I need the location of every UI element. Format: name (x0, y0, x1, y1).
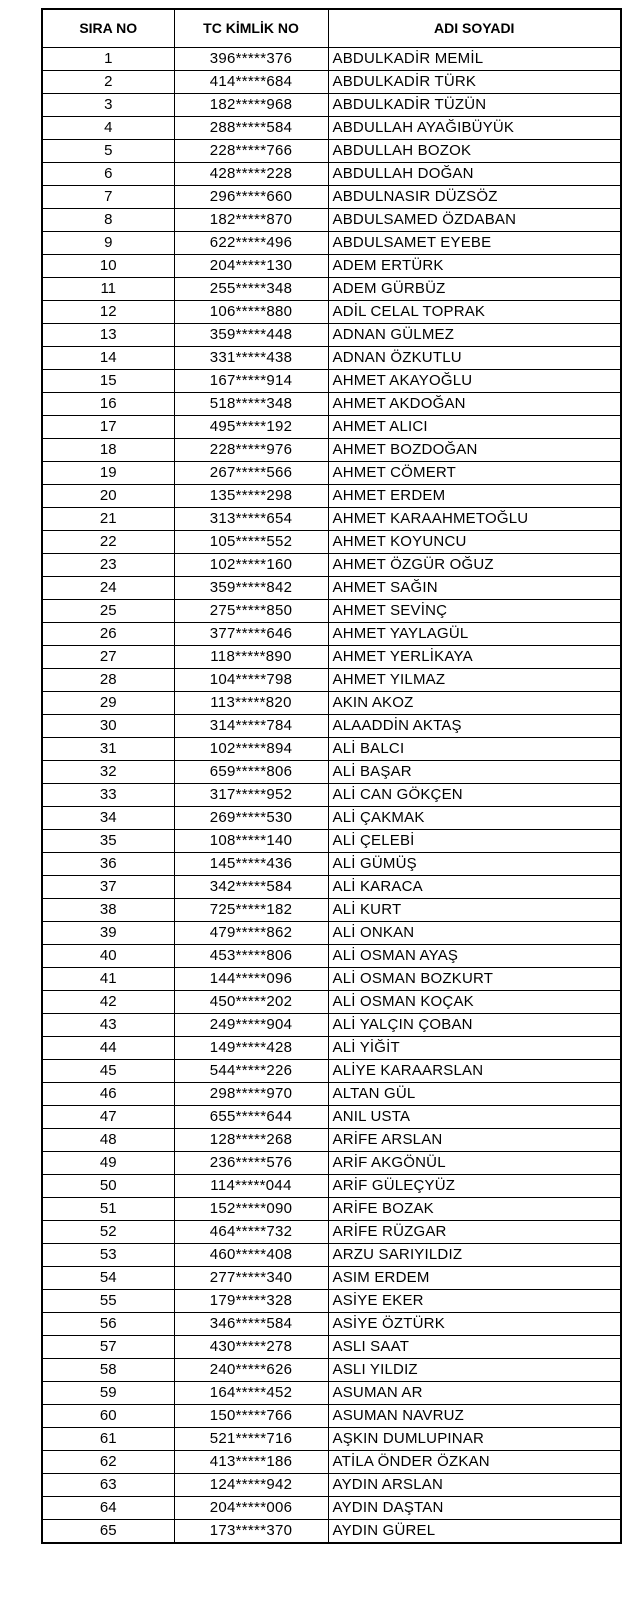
tc-kimlik-no-cell: 346*****584 (174, 1313, 328, 1336)
sira-no-cell: 58 (42, 1359, 174, 1382)
tc-kimlik-no-cell: 149*****428 (174, 1037, 328, 1060)
tc-kimlik-no-cell: 479*****862 (174, 922, 328, 945)
tc-kimlik-no-cell: 182*****870 (174, 209, 328, 232)
tc-kimlik-no-cell: 102*****894 (174, 738, 328, 761)
tc-kimlik-no-cell: 413*****186 (174, 1451, 328, 1474)
table-row (42, 1198, 621, 1221)
table-row (42, 301, 621, 324)
table-row (42, 1083, 621, 1106)
adi-soyadi-cell: ALİ KURT (328, 899, 621, 922)
sira-no-cell: 16 (42, 393, 174, 416)
sira-no-cell: 15 (42, 370, 174, 393)
tc-kimlik-no-cell: 359*****842 (174, 577, 328, 600)
adi-soyadi-cell: AYDIN GÜREL (328, 1520, 621, 1544)
sira-no-cell: 10 (42, 255, 174, 278)
sira-no-cell: 64 (42, 1497, 174, 1520)
table-row (42, 554, 621, 577)
tc-kimlik-no-cell: 342*****584 (174, 876, 328, 899)
adi-soyadi-cell: ASİYE ÖZTÜRK (328, 1313, 621, 1336)
table-row (42, 646, 621, 669)
adi-soyadi-cell: ABDULLAH AYAĞIBÜYÜK (328, 117, 621, 140)
sira-no-cell: 31 (42, 738, 174, 761)
tc-kimlik-no-cell: 518*****348 (174, 393, 328, 416)
sira-no-cell: 38 (42, 899, 174, 922)
table-row (42, 462, 621, 485)
table-row (42, 1014, 621, 1037)
adi-soyadi-cell: ABDULLAH BOZOK (328, 140, 621, 163)
adi-soyadi-cell: AHMET ÖZGÜR OĞUZ (328, 554, 621, 577)
table-row (42, 48, 621, 71)
table-row (42, 899, 621, 922)
table-row (42, 807, 621, 830)
participant-table (41, 8, 622, 1544)
table-row (42, 324, 621, 347)
table-row (42, 692, 621, 715)
adi-soyadi-cell: ASLI YILDIZ (328, 1359, 621, 1382)
table-row (42, 830, 621, 853)
adi-soyadi-cell: ALİ BAŞAR (328, 761, 621, 784)
sira-no-cell: 30 (42, 715, 174, 738)
sira-no-cell: 55 (42, 1290, 174, 1313)
table-row (42, 1336, 621, 1359)
tc-kimlik-no-cell: 124*****942 (174, 1474, 328, 1497)
sira-no-cell: 62 (42, 1451, 174, 1474)
table-row (42, 1313, 621, 1336)
adi-soyadi-cell: ARİFE RÜZGAR (328, 1221, 621, 1244)
table-row (42, 531, 621, 554)
adi-soyadi-cell: ARİFE ARSLAN (328, 1129, 621, 1152)
sira-no-cell: 39 (42, 922, 174, 945)
sira-no-cell: 1 (42, 48, 174, 71)
sira-no-cell: 3 (42, 94, 174, 117)
sira-no-cell: 45 (42, 1060, 174, 1083)
table-row (42, 1129, 621, 1152)
tc-kimlik-no-cell: 173*****370 (174, 1520, 328, 1544)
adi-soyadi-cell: ASUMAN AR (328, 1382, 621, 1405)
tc-kimlik-no-cell: 269*****530 (174, 807, 328, 830)
sira-no-cell: 8 (42, 209, 174, 232)
tc-kimlik-no-cell: 267*****566 (174, 462, 328, 485)
adi-soyadi-cell: AKIN AKOZ (328, 692, 621, 715)
sira-no-cell: 53 (42, 1244, 174, 1267)
sira-no-cell: 32 (42, 761, 174, 784)
adi-soyadi-cell: ARZU SARIYILDIZ (328, 1244, 621, 1267)
table-row (42, 600, 621, 623)
sira-no-cell: 42 (42, 991, 174, 1014)
adi-soyadi-cell: ALİ BALCI (328, 738, 621, 761)
tc-kimlik-no-cell: 359*****448 (174, 324, 328, 347)
sira-no-cell: 33 (42, 784, 174, 807)
table-row (42, 370, 621, 393)
adi-soyadi-cell: AHMET SEVİNÇ (328, 600, 621, 623)
sira-no-cell: 12 (42, 301, 174, 324)
tc-kimlik-no-cell: 249*****904 (174, 1014, 328, 1037)
sira-no-cell: 49 (42, 1152, 174, 1175)
sira-no-cell: 7 (42, 186, 174, 209)
sira-no-cell: 4 (42, 117, 174, 140)
table-row (42, 1221, 621, 1244)
table-body (42, 48, 621, 1544)
adi-soyadi-cell: ALİ YALÇIN ÇOBAN (328, 1014, 621, 1037)
adi-soyadi-cell: AHMET YAYLAGÜL (328, 623, 621, 646)
adi-soyadi-cell: AHMET ERDEM (328, 485, 621, 508)
sira-no-cell: 47 (42, 1106, 174, 1129)
adi-soyadi-cell: AYDIN DAŞTAN (328, 1497, 621, 1520)
table-row (42, 945, 621, 968)
adi-soyadi-cell: AHMET AKAYOĞLU (328, 370, 621, 393)
tc-kimlik-no-cell: 240*****626 (174, 1359, 328, 1382)
adi-soyadi-cell: ADNAN ÖZKUTLU (328, 347, 621, 370)
table-row (42, 1428, 621, 1451)
tc-kimlik-no-cell: 204*****006 (174, 1497, 328, 1520)
table-row (42, 1497, 621, 1520)
adi-soyadi-cell: ABDULKADİR TÜZÜN (328, 94, 621, 117)
table-row (42, 485, 621, 508)
adi-soyadi-cell: AYDIN ARSLAN (328, 1474, 621, 1497)
adi-soyadi-cell: ARİF GÜLEÇYÜZ (328, 1175, 621, 1198)
table-row (42, 209, 621, 232)
adi-soyadi-cell: ALİ ÇELEBİ (328, 830, 621, 853)
table-row (42, 623, 621, 646)
sira-no-cell: 36 (42, 853, 174, 876)
sira-no-cell: 5 (42, 140, 174, 163)
sira-no-cell: 29 (42, 692, 174, 715)
table-row (42, 140, 621, 163)
tc-kimlik-no-cell: 296*****660 (174, 186, 328, 209)
adi-soyadi-cell: ABDULSAMET EYEBE (328, 232, 621, 255)
tc-kimlik-no-cell: 113*****820 (174, 692, 328, 715)
adi-soyadi-cell: ASİYE EKER (328, 1290, 621, 1313)
table-row (42, 94, 621, 117)
table-row (42, 416, 621, 439)
table-row (42, 1244, 621, 1267)
table-row (42, 255, 621, 278)
table-row (42, 71, 621, 94)
adi-soyadi-cell: AHMET AKDOĞAN (328, 393, 621, 416)
adi-soyadi-cell: ALİYE KARAARSLAN (328, 1060, 621, 1083)
tc-kimlik-no-cell: 179*****328 (174, 1290, 328, 1313)
header-sira-no: SIRA NO (42, 9, 174, 48)
table-row (42, 1451, 621, 1474)
sira-no-cell: 21 (42, 508, 174, 531)
adi-soyadi-cell: ABDULNASIR DÜZSÖZ (328, 186, 621, 209)
tc-kimlik-no-cell: 255*****348 (174, 278, 328, 301)
tc-kimlik-no-cell: 118*****890 (174, 646, 328, 669)
table-row (42, 1106, 621, 1129)
adi-soyadi-cell: ALİ CAN GÖKÇEN (328, 784, 621, 807)
table-row (42, 1060, 621, 1083)
table-row (42, 508, 621, 531)
table-row (42, 1175, 621, 1198)
sira-no-cell: 54 (42, 1267, 174, 1290)
tc-kimlik-no-cell: 102*****160 (174, 554, 328, 577)
table-row (42, 1267, 621, 1290)
adi-soyadi-cell: AHMET SAĞIN (328, 577, 621, 600)
sira-no-cell: 20 (42, 485, 174, 508)
tc-kimlik-no-cell: 655*****644 (174, 1106, 328, 1129)
sira-no-cell: 50 (42, 1175, 174, 1198)
adi-soyadi-cell: ARİF AKGÖNÜL (328, 1152, 621, 1175)
adi-soyadi-cell: ADNAN GÜLMEZ (328, 324, 621, 347)
tc-kimlik-no-cell: 460*****408 (174, 1244, 328, 1267)
table-row (42, 1037, 621, 1060)
table-row (42, 117, 621, 140)
tc-kimlik-no-cell: 298*****970 (174, 1083, 328, 1106)
tc-kimlik-no-cell: 144*****096 (174, 968, 328, 991)
adi-soyadi-cell: ALİ OSMAN KOÇAK (328, 991, 621, 1014)
header-adi-soyadi: ADI SOYADI (328, 9, 621, 48)
tc-kimlik-no-cell: 104*****798 (174, 669, 328, 692)
tc-kimlik-no-cell: 236*****576 (174, 1152, 328, 1175)
adi-soyadi-cell: ALTAN GÜL (328, 1083, 621, 1106)
table-row (42, 1290, 621, 1313)
tc-kimlik-no-cell: 204*****130 (174, 255, 328, 278)
adi-soyadi-cell: ADEM GÜRBÜZ (328, 278, 621, 301)
table-row (42, 1382, 621, 1405)
adi-soyadi-cell: ALİ GÜMÜŞ (328, 853, 621, 876)
tc-kimlik-no-cell: 106*****880 (174, 301, 328, 324)
sira-no-cell: 48 (42, 1129, 174, 1152)
table-row (42, 1359, 621, 1382)
tc-kimlik-no-cell: 396*****376 (174, 48, 328, 71)
adi-soyadi-cell: ALİ ONKAN (328, 922, 621, 945)
sira-no-cell: 41 (42, 968, 174, 991)
adi-soyadi-cell: AHMET KARAAHMETOĞLU (328, 508, 621, 531)
header-tc-kimlik-no: TC KİMLİK NO (174, 9, 328, 48)
sira-no-cell: 22 (42, 531, 174, 554)
adi-soyadi-cell: AHMET YERLİKAYA (328, 646, 621, 669)
adi-soyadi-cell: ASUMAN NAVRUZ (328, 1405, 621, 1428)
adi-soyadi-cell: ALİ OSMAN AYAŞ (328, 945, 621, 968)
tc-kimlik-no-cell: 450*****202 (174, 991, 328, 1014)
sira-no-cell: 59 (42, 1382, 174, 1405)
tc-kimlik-no-cell: 414*****684 (174, 71, 328, 94)
sira-no-cell: 27 (42, 646, 174, 669)
tc-kimlik-no-cell: 128*****268 (174, 1129, 328, 1152)
tc-kimlik-no-cell: 108*****140 (174, 830, 328, 853)
sira-no-cell: 40 (42, 945, 174, 968)
table-row (42, 922, 621, 945)
table-row (42, 393, 621, 416)
table-row (42, 738, 621, 761)
sira-no-cell: 44 (42, 1037, 174, 1060)
tc-kimlik-no-cell: 182*****968 (174, 94, 328, 117)
sira-no-cell: 26 (42, 623, 174, 646)
tc-kimlik-no-cell: 145*****436 (174, 853, 328, 876)
tc-kimlik-no-cell: 725*****182 (174, 899, 328, 922)
tc-kimlik-no-cell: 521*****716 (174, 1428, 328, 1451)
sira-no-cell: 24 (42, 577, 174, 600)
table-row (42, 715, 621, 738)
sira-no-cell: 2 (42, 71, 174, 94)
adi-soyadi-cell: ALİ KARACA (328, 876, 621, 899)
table-row (42, 347, 621, 370)
tc-kimlik-no-cell: 495*****192 (174, 416, 328, 439)
tc-kimlik-no-cell: 453*****806 (174, 945, 328, 968)
tc-kimlik-no-cell: 164*****452 (174, 1382, 328, 1405)
sira-no-cell: 52 (42, 1221, 174, 1244)
tc-kimlik-no-cell: 331*****438 (174, 347, 328, 370)
table-row (42, 784, 621, 807)
sira-no-cell: 56 (42, 1313, 174, 1336)
sira-no-cell: 57 (42, 1336, 174, 1359)
table-row (42, 876, 621, 899)
tc-kimlik-no-cell: 428*****228 (174, 163, 328, 186)
sira-no-cell: 61 (42, 1428, 174, 1451)
table-header (42, 9, 621, 48)
tc-kimlik-no-cell: 288*****584 (174, 117, 328, 140)
adi-soyadi-cell: ALAADDİN AKTAŞ (328, 715, 621, 738)
table-row (42, 1520, 621, 1544)
adi-soyadi-cell: ALİ ÇAKMAK (328, 807, 621, 830)
adi-soyadi-cell: AHMET CÖMERT (328, 462, 621, 485)
sira-no-cell: 18 (42, 439, 174, 462)
adi-soyadi-cell: ANIL USTA (328, 1106, 621, 1129)
tc-kimlik-no-cell: 150*****766 (174, 1405, 328, 1428)
sira-no-cell: 17 (42, 416, 174, 439)
tc-kimlik-no-cell: 377*****646 (174, 623, 328, 646)
adi-soyadi-cell: ABDULLAH DOĞAN (328, 163, 621, 186)
adi-soyadi-cell: AHMET ALICI (328, 416, 621, 439)
sira-no-cell: 63 (42, 1474, 174, 1497)
adi-soyadi-cell: ASLI SAAT (328, 1336, 621, 1359)
sira-no-cell: 23 (42, 554, 174, 577)
tc-kimlik-no-cell: 430*****278 (174, 1336, 328, 1359)
sira-no-cell: 43 (42, 1014, 174, 1037)
sira-no-cell: 19 (42, 462, 174, 485)
table-row (42, 439, 621, 462)
table-row (42, 1405, 621, 1428)
tc-kimlik-no-cell: 277*****340 (174, 1267, 328, 1290)
tc-kimlik-no-cell: 317*****952 (174, 784, 328, 807)
sira-no-cell: 13 (42, 324, 174, 347)
adi-soyadi-cell: ABDULSAMED ÖZDABAN (328, 209, 621, 232)
tc-kimlik-no-cell: 622*****496 (174, 232, 328, 255)
list-sheet (41, 8, 620, 1544)
tc-kimlik-no-cell: 659*****806 (174, 761, 328, 784)
sira-no-cell: 51 (42, 1198, 174, 1221)
adi-soyadi-cell: ADİL CELAL TOPRAK (328, 301, 621, 324)
adi-soyadi-cell: ADEM ERTÜRK (328, 255, 621, 278)
table-row (42, 163, 621, 186)
sira-no-cell: 9 (42, 232, 174, 255)
adi-soyadi-cell: AHMET YILMAZ (328, 669, 621, 692)
tc-kimlik-no-cell: 105*****552 (174, 531, 328, 554)
tc-kimlik-no-cell: 544*****226 (174, 1060, 328, 1083)
adi-soyadi-cell: AHMET BOZDOĞAN (328, 439, 621, 462)
table-row (42, 853, 621, 876)
table-row (42, 991, 621, 1014)
sira-no-cell: 6 (42, 163, 174, 186)
table-row (42, 278, 621, 301)
tc-kimlik-no-cell: 167*****914 (174, 370, 328, 393)
tc-kimlik-no-cell: 152*****090 (174, 1198, 328, 1221)
adi-soyadi-cell: ABDULKADİR TÜRK (328, 71, 621, 94)
adi-soyadi-cell: ASIM ERDEM (328, 1267, 621, 1290)
tc-kimlik-no-cell: 114*****044 (174, 1175, 328, 1198)
sira-no-cell: 46 (42, 1083, 174, 1106)
table-row (42, 1474, 621, 1497)
adi-soyadi-cell: AHMET KOYUNCU (328, 531, 621, 554)
sira-no-cell: 35 (42, 830, 174, 853)
table-row (42, 186, 621, 209)
adi-soyadi-cell: ABDULKADİR MEMİL (328, 48, 621, 71)
sira-no-cell: 25 (42, 600, 174, 623)
tc-kimlik-no-cell: 228*****976 (174, 439, 328, 462)
adi-soyadi-cell: ATİLA ÖNDER ÖZKAN (328, 1451, 621, 1474)
sira-no-cell: 34 (42, 807, 174, 830)
sira-no-cell: 37 (42, 876, 174, 899)
header-row (42, 9, 621, 48)
table-row (42, 669, 621, 692)
sira-no-cell: 60 (42, 1405, 174, 1428)
table-row (42, 761, 621, 784)
adi-soyadi-cell: ALİ YİĞİT (328, 1037, 621, 1060)
sira-no-cell: 28 (42, 669, 174, 692)
adi-soyadi-cell: ARİFE BOZAK (328, 1198, 621, 1221)
sira-no-cell: 11 (42, 278, 174, 301)
adi-soyadi-cell: AŞKIN DUMLUPINAR (328, 1428, 621, 1451)
tc-kimlik-no-cell: 275*****850 (174, 600, 328, 623)
sira-no-cell: 14 (42, 347, 174, 370)
tc-kimlik-no-cell: 464*****732 (174, 1221, 328, 1244)
table-row (42, 968, 621, 991)
tc-kimlik-no-cell: 313*****654 (174, 508, 328, 531)
table-row (42, 1152, 621, 1175)
sira-no-cell: 65 (42, 1520, 174, 1544)
tc-kimlik-no-cell: 228*****766 (174, 140, 328, 163)
table-row (42, 577, 621, 600)
tc-kimlik-no-cell: 135*****298 (174, 485, 328, 508)
table-row (42, 232, 621, 255)
tc-kimlik-no-cell: 314*****784 (174, 715, 328, 738)
adi-soyadi-cell: ALİ OSMAN BOZKURT (328, 968, 621, 991)
